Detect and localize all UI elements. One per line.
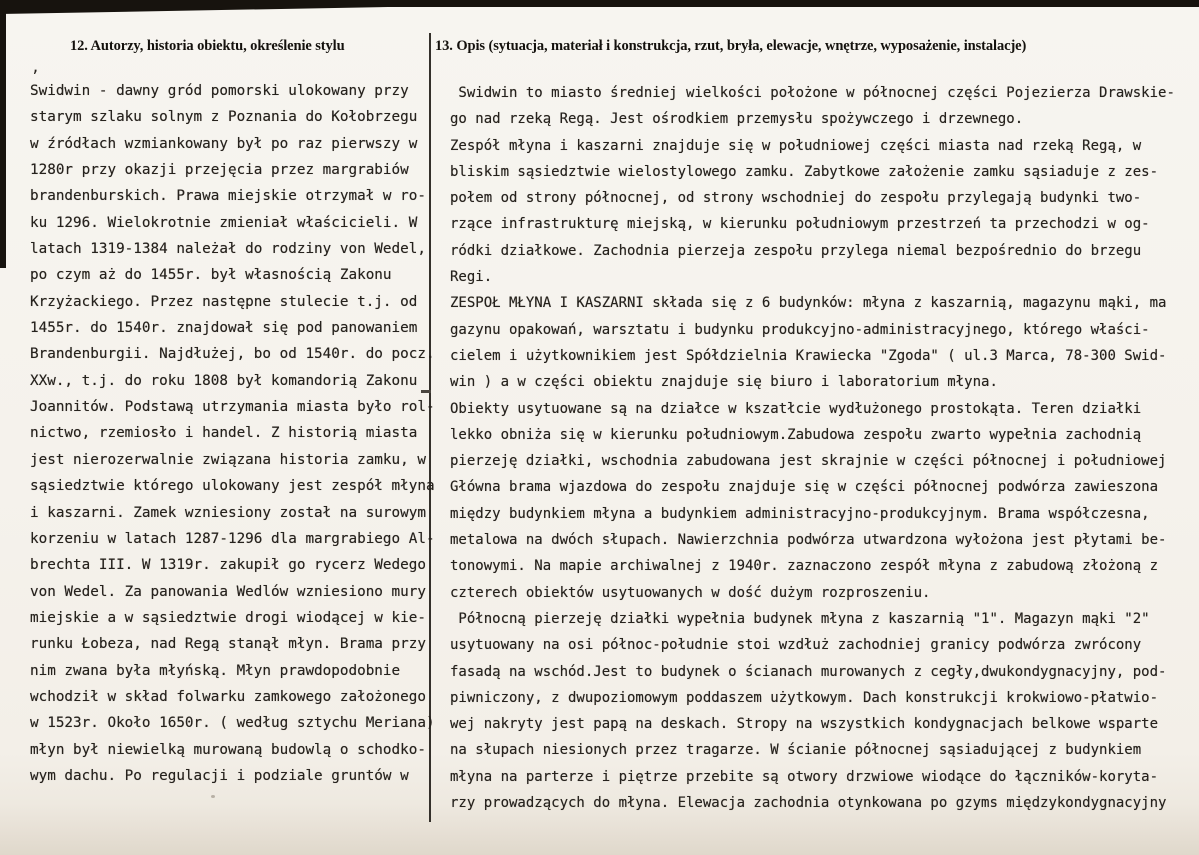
typewritten-line: na słupach niesionych przez tragarze. W ścianie północnej sąsiadującej z budynkiem xyxy=(450,742,1142,759)
typewritten-line: młyna na parterze i piętrze przebite są otwory drzwiowe wiodące do łączników-koryta- xyxy=(450,768,1159,785)
scan-edge-left xyxy=(0,0,6,268)
typewritten-line: młyn był niewielką murowaną budowlą o schodko- xyxy=(30,741,426,758)
typewritten-line: korzeniu w latach 1287-1296 dla margrabiego Al- xyxy=(30,530,435,547)
typewritten-line: Swidwin to miasto średniej wielkości położone w północnej części Pojezierza Drawskie- xyxy=(450,85,1175,101)
typewritten-line: piwniczony, z dwupoziomowym poddaszem użytkowym. Dach konstrukcji krokwiowo-płatwio- xyxy=(450,689,1159,706)
typewritten-line: runku Łobeza, nad Regą stanął młyn. Brama przy xyxy=(30,636,426,653)
diacritic-accent-mark: , xyxy=(31,58,41,76)
typewritten-line: brechta III. W 1319r. zakupił go rycerz Wedego xyxy=(30,557,426,574)
section-13-heading: 13. Opis (sytuacja, materiał i konstrukcja, rzut, bryła, elewacje, wnętrze, wyposażenie, instalacje) xyxy=(435,38,1027,54)
typewritten-line: cielem i użytkownikiem jest Spółdzielnia Krawiecka "Zgoda" ( ul.3 Marca, 78-300 Swid- xyxy=(450,347,1167,364)
typewritten-line: sąsiedztwie którego ulokowany jest zespół młyna xyxy=(30,478,435,495)
typewritten-line: w źródłach wzmiankowany był po raz pierwszy w xyxy=(30,135,418,152)
typewritten-line: Zespół młyna i kaszarni znajduje się w południowej części miasta nad rzeką Regą, w xyxy=(450,137,1142,154)
typewritten-line: między budynkiem młyna a budynkiem administracyjno-produkcyjnym. Brama współczesna, xyxy=(450,505,1150,522)
typewritten-line: Główna brama wjazdowa do zespołu znajduje się w części północnej podwórza zawieszona xyxy=(450,479,1159,496)
typewritten-line: latach 1319-1384 należał do rodziny von Wedel, xyxy=(30,241,426,258)
typewritten-line: rzące infrastrukturę miejską, w kierunku południowym przestrzeń ta przechodzi w og- xyxy=(450,216,1150,233)
typewritten-line: pierzeję działki, wschodnia zabudowana jest skrajnie w części północnej i południowej xyxy=(450,453,1167,470)
typewritten-line: usytuowany na osi północ-południe stoi wzdłuż zachodniej granicy podwórza zwrócony xyxy=(450,637,1142,654)
typewritten-line: ku 1296. Wielokrotnie zmieniał właścicieli. W xyxy=(30,214,418,231)
section-12-text-column xyxy=(30,78,434,789)
typewritten-line: Regi. xyxy=(450,269,493,286)
typewritten-line: Krzyżackiego. Przez następne stulecie t.j. od xyxy=(30,293,418,310)
typewritten-line: brandenburskich. Prawa miejskie otrzymał w ro- xyxy=(30,188,426,205)
typewritten-line: połem od strony północnej, od strony wschodniej do zespołu przylegają budynki two- xyxy=(450,190,1142,207)
typewritten-line: metalowa na dwóch słupach. Nawierzchnia podwórza utwardzona wyłożona jest płytami be- xyxy=(450,532,1167,549)
typewritten-line: Joannitów. Podstawą utrzymania miasta było rol- xyxy=(30,399,435,416)
typewritten-line: gazynu opakowań, warsztatu i budynku produkcyjno-administracyjnego, którego właści- xyxy=(450,321,1150,338)
typewritten-line: miejskie a w sąsiedztwie drogi wiodącej w kie- xyxy=(30,609,426,626)
typewritten-line: Swidwin - dawny gród pomorski ulokowany przy xyxy=(30,83,409,99)
scan-speckle xyxy=(211,795,215,798)
typewritten-line: bliskim sąsiedztwie wielostylowego zamku. Zabytkowe założenie zamku sąsiaduje z zes- xyxy=(450,163,1159,180)
typewritten-line: ródki działkowe. Zachodnia pierzeja zespołu przylega niemal bezpośrednio do brzegu xyxy=(450,242,1142,259)
typewritten-line: lekko obniża się w kierunku południowym.Zabudowa zespołu zwarto wypełnia zachodnią xyxy=(450,426,1142,443)
typewritten-line: nim zwana była młyńską. Młyn prawdopodobnie xyxy=(30,662,401,679)
typewritten-line: w 1523r. Około 1650r. ( według sztychu Meriana) xyxy=(30,715,435,732)
typewritten-line: starym szlaku solnym z Poznania do Kołobrzegu xyxy=(30,109,418,126)
typewritten-line: wchodził w skład folwarku zamkowego założonego xyxy=(30,688,426,705)
typewritten-line: fasadą na wschód.Jest to budynek o ścianach murowanych z cegły,dwukondygnacyjny, pod- xyxy=(450,663,1167,680)
typewritten-line: Północną pierzeję działki wypełnia budynek młyna z kaszarnią "1". Magazyn mąki "2" xyxy=(450,610,1150,627)
typewritten-line: wym dachu. Po regulacji i podziale gruntów w xyxy=(30,767,409,784)
typewritten-line: jest nierozerwalnie związana historia zamku, w xyxy=(30,451,426,468)
typewritten-line: Obiekty usytuowane są na działce w kszatłcie wydłużonego prostokąta. Teren działki xyxy=(450,400,1142,417)
typewritten-line: tonowymi. Na mapie archiwalnej z 1940r. zaznaczono zespół młyna z zabudową złożoną z xyxy=(450,558,1159,575)
typewritten-line: XXw., t.j. do roku 1808 był komandorią Zakonu xyxy=(30,372,418,389)
typewritten-line: po czym aż do 1455r. był własnością Zakonu xyxy=(30,267,392,284)
typewritten-line: rzy prowadzących do młyna. Elewacja zachodnia otynkowana po gzyms międzykondygnacyjny xyxy=(450,795,1167,812)
section-13-text-column xyxy=(450,80,1190,816)
typewritten-line: 1455r. do 1540r. znajdował się pod panowaniem xyxy=(30,320,418,337)
typewritten-line: von Wedel. Za panowania Wedlów wzniesiono mury xyxy=(30,583,426,600)
typewritten-line: nictwo, rzemiosło i handel. Z historią miasta xyxy=(30,425,418,442)
typewritten-line: i kaszarni. Zamek wzniesiony został na surowym xyxy=(30,504,426,521)
typewritten-line: go nad rzeką Regą. Jest ośrodkiem przemysłu spożywczego i drzewnego. xyxy=(450,111,1024,128)
typewritten-line: ZESPOŁ MŁYNA I KASZARNI składa się z 6 budynków: młyna z kaszarnią, magazynu mąki, ma xyxy=(450,295,1167,312)
typewritten-line: wej nakryty jest papą na deskach. Stropy na wszystkich kondygnacjach belkowe wsparte xyxy=(450,716,1159,733)
section-12-heading: 12. Autorzy, historia obiektu, określenie stylu xyxy=(70,38,345,54)
typewritten-line: 1280r przy okazji przejęcia przez margrabiów xyxy=(30,162,409,179)
typewritten-line: Brandenburgii. Najdłużej, bo od 1540r. do pocz. xyxy=(30,346,435,363)
typewritten-line: czterech obiektów usytuowanych w dość dużym rozproszeniu. xyxy=(450,584,931,601)
scan-edge-top-taper xyxy=(0,0,430,14)
typewritten-line: win ) a w części obiektu znajduje się biuro i laboratorium młyna. xyxy=(450,374,998,391)
